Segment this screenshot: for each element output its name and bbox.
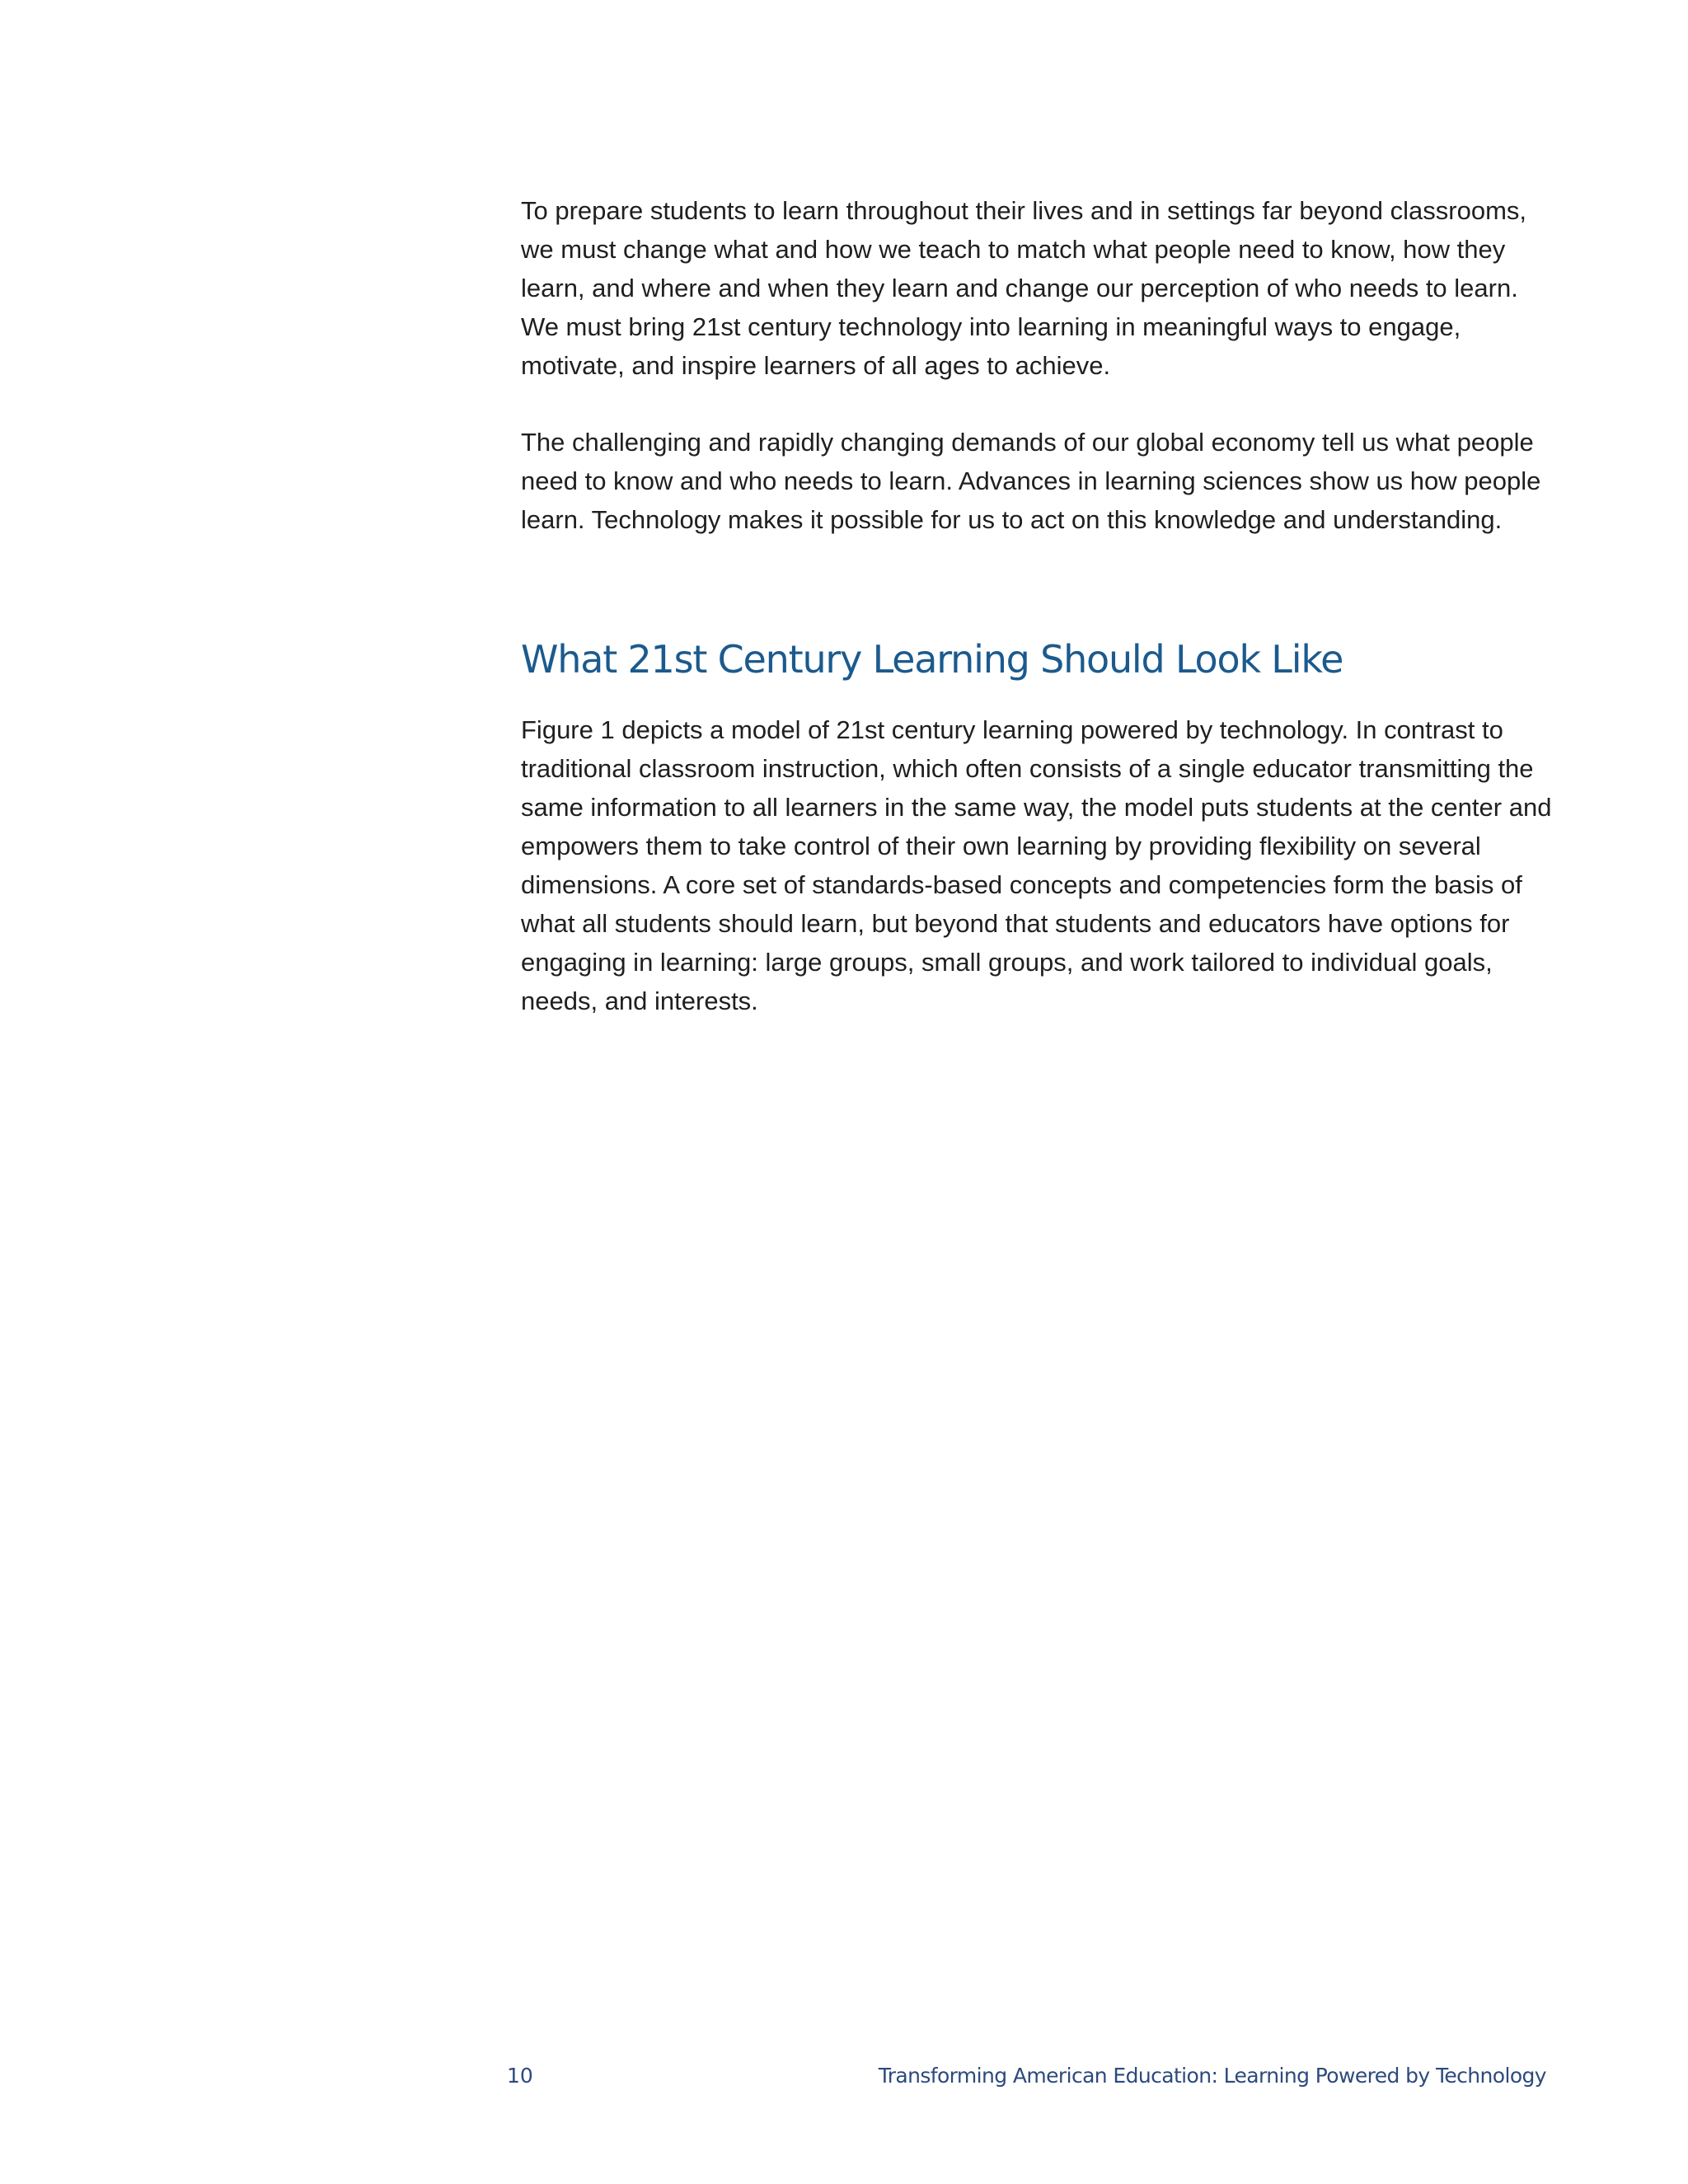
intro-paragraph-1: To prepare students to learn throughout their lives and in settings far beyond classrooms, we must change what and how we teach to match what people need to know, how they learn, and where and when they learn and change our perception of who needs to learn. We must bring 21st century technology into learning in meaningful ways to engage, motivate, and inspire learners of all ages to achieve. [521,196,1527,380]
intro-section [521,191,1561,539]
section-body [521,710,1561,1020]
intro-paragraph-2: The challenging and rapidly changing demands of our global economy tell us what people need to know and who needs to learn. Advances in learning sciences show us how people learn. Technology makes it possible for us to act on this knowledge and understanding. [521,428,1541,534]
section-paragraph: Figure 1 depicts a model of 21st century learning powered by technology. In contrast to traditional classroom instruction, which often consists of a single educator transmitting the same information to all learners in the same way, the model puts students at the center and empowers them to take control of their own learning by providing flexibility on several dimensions. A core set of standards-based concepts and competencies form the basis of what all students should learn, but beyond that students and educators have options for engaging in learning: large groups, small groups, and work tailored to individual goals, needs, and interests. [521,715,1552,1015]
running-footer-title: Transforming American Education: Learning Powered by Technology [878,2064,1546,2088]
section-heading: What 21st Century Learning Should Look Like [521,637,1343,682]
page-number: 10 [507,2064,533,2088]
